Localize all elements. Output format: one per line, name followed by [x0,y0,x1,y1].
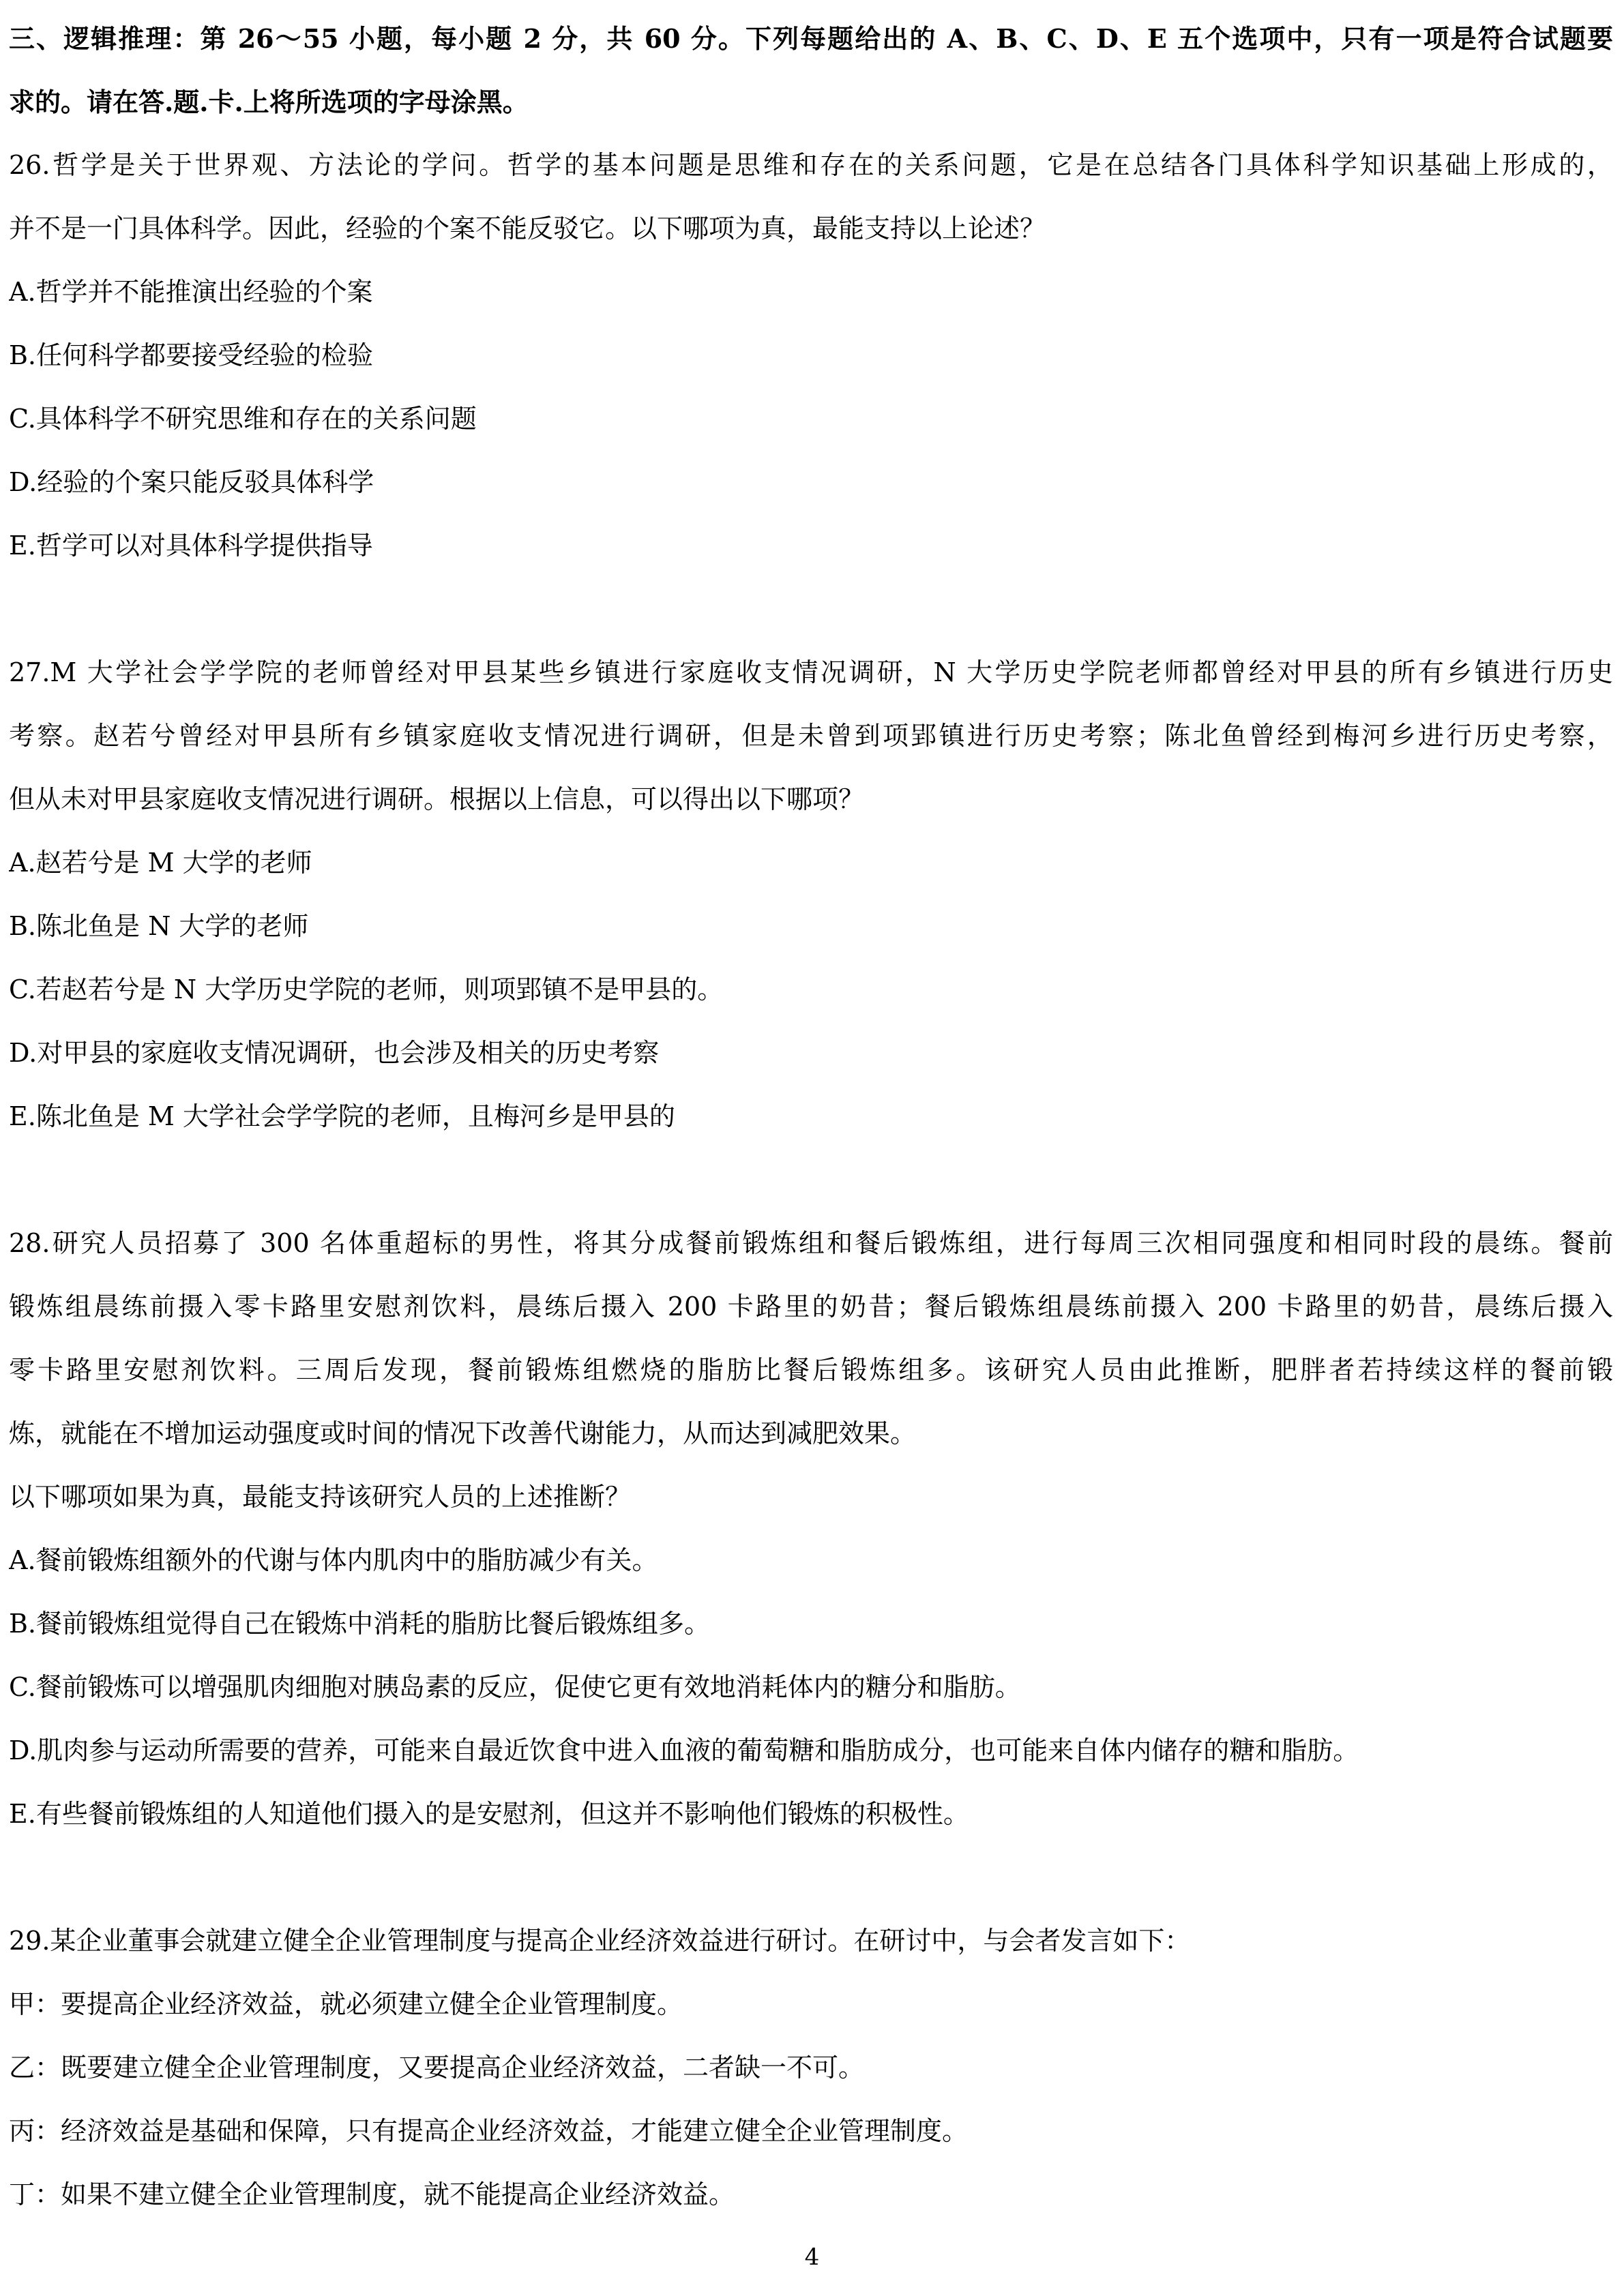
spacer [9,1846,1613,1909]
q29-statement-yi: 乙：既要建立健全企业管理制度，又要提高企业经济效益，二者缺一不可。 [9,2053,865,2083]
q26-option-a: A.哲学并不能推演出经验的个案 [9,277,373,307]
q28-stem-line-4: 炼，就能在不增加运动强度或时间的情况下改善代谢能力，从而达到减肥效果。 [9,1418,917,1448]
q27-stem-line-3: 但从未对甲县家庭收支情况进行调研。根据以上信息，可以得出以下哪项？ [9,784,865,814]
spacer [9,578,1613,641]
q27-option-d: D.对甲县的家庭收支情况调研，也会涉及相关的历史考察 [9,1038,660,1068]
q29-stem: 29.某企业董事会就建立健全企业管理制度与提高企业经济效益进行研讨。在研讨中，与会者发言如下： [9,1926,1191,1956]
spacer [9,1148,1613,1212]
section-header-line-1: 三、逻辑推理：第 26～55 小题，每小题 2 分，共 60 分。下列每题给出的 A、B、C、D、E 五个选项中，只有一项是符合试题要 [9,23,1613,54]
q29-statement-jia: 甲：要提高企业经济效益，就必须建立健全企业管理制度。 [9,1989,683,2019]
q26-option-c: C.具体科学不研究思维和存在的关系问题 [9,404,477,434]
q26-stem-line-2: 并不是一门具体科学。因此，经验的个案不能反驳它。以下哪项为真，最能支持以上论述？ [9,213,1046,243]
q27-option-e: E.陈北鱼是 M 大学社会学学院的老师，且梅河乡是甲县的 [9,1101,675,1131]
section-header-line-2: 求的。请在答.题.卡.上将所选项的字母涂黑。 [9,87,529,117]
q26-stem-line-1: 26.哲学是关于世界观、方法论的学问。哲学的基本问题是思维和存在的关系问题，它是在总结各门具体科学知识基础上形成的， [9,150,1613,180]
q28-option-e: E.有些餐前锻炼组的人知道他们摄入的是安慰剂，但这并不影响他们锻炼的积极性。 [9,1799,969,1829]
q28-option-a: A.餐前锻炼组额外的代谢与体内肌肉中的脂肪减少有关。 [9,1545,658,1575]
page-number: 4 [804,2243,820,2271]
q29-statement-ding: 丁：如果不建立健全企业管理制度，就不能提高企业经济效益。 [9,2179,735,2209]
q28-stem-line-3: 零卡路里安慰剂饮料。三周后发现，餐前锻炼组燃烧的脂肪比餐后锻炼组多。该研究人员由此推断，肥胖者若持续这样的餐前锻 [9,1355,1613,1385]
q27-stem-line-2: 考察。赵若兮曾经对甲县所有乡镇家庭收支情况进行调研，但是未曾到项郢镇进行历史考察；陈北鱼曾经到梅河乡进行历史考察， [9,721,1613,751]
exam-page [9,7,1613,2226]
q28-stem-line-2: 锻炼组晨练前摄入零卡路里安慰剂饮料，晨练后摄入 200 卡路里的奶昔；餐后锻炼组晨练前摄入 200 卡路里的奶昔，晨练后摄入 [9,1292,1613,1322]
q27-option-c: C.若赵若兮是 N 大学历史学院的老师，则项郢镇不是甲县的。 [9,974,724,1004]
q28-option-b: B.餐前锻炼组觉得自己在锻炼中消耗的脂肪比餐后锻炼组多。 [9,1609,711,1639]
q27-option-a: A.赵若兮是 M 大学的老师 [9,848,312,878]
q27-stem-line-1: 27.M 大学社会学学院的老师曾经对甲县某些乡镇进行家庭收支情况调研，N 大学历史学院老师都曾经对甲县的所有乡镇进行历史 [9,657,1613,687]
q28-option-d: D.肌肉参与运动所需要的营养，可能来自最近饮食中进入血液的葡萄糖和脂肪成分，也可能来自体内储存的糖和脂肪。 [9,1735,1359,1765]
q26-option-d: D.经验的个案只能反驳具体科学 [9,467,374,497]
q28-stem-line-1: 28.研究人员招募了 300 名体重超标的男性，将其分成餐前锻炼组和餐后锻炼组，进行每周三次相同强度和相同时段的晨练。餐前 [9,1228,1613,1258]
q28-question: 以下哪项如果为真，最能支持该研究人员的上述推断？ [9,1482,632,1512]
q28-option-c: C.餐前锻炼可以增强肌肉细胞对胰岛素的反应，促使它更有效地消耗体内的糖分和脂肪。 [9,1672,1021,1702]
q27-option-b: B.陈北鱼是 N 大学的老师 [9,911,309,941]
q29-statement-bing: 丙：经济效益是基础和保障，只有提高企业经济效益，才能建立健全企业管理制度。 [9,2116,969,2146]
q26-option-b: B.任何科学都要接受经验的检验 [9,340,374,370]
q26-option-e: E.哲学可以对具体科学提供指导 [9,531,373,561]
